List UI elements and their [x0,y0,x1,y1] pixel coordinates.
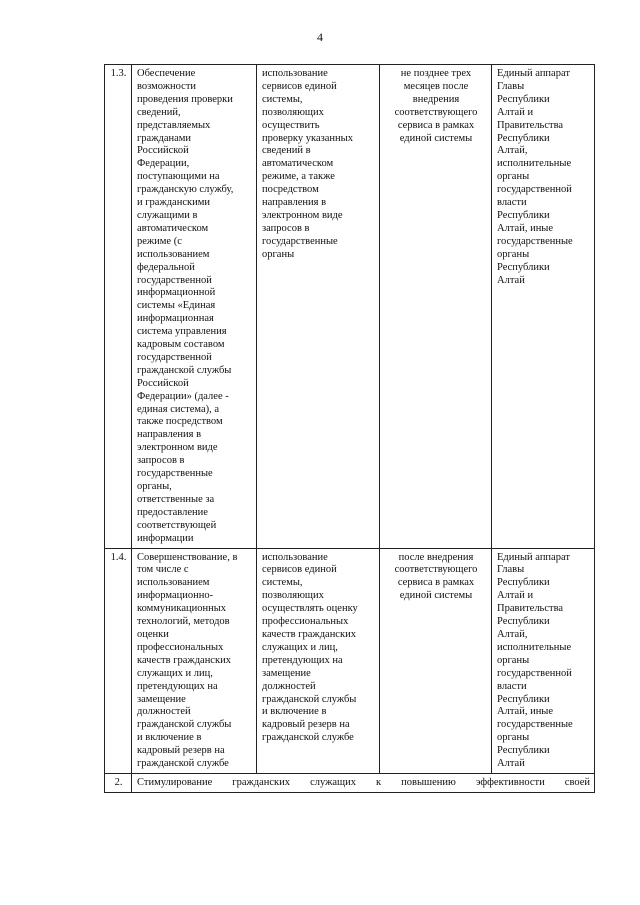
table-row [105,65,595,549]
row-number: 1.3. [105,65,132,549]
responsible-cell: Единый аппарат Главы Республики Алтай и Правительства Республики Алтай, исполнительные органы государственной власти Республики Алтай, иные государственные органы Республики Алтай [492,548,595,773]
table-row [105,548,595,773]
page-number: 4 [317,30,323,44]
deadline-cell: после внедрения соответствующего сервиса в рамках единой системы [380,548,492,773]
row-number: 1.4. [105,548,132,773]
plan-table [104,64,595,793]
deadline-cell: не позднее трех месяцев после внедрения соответствующего сервиса в рамках единой системы [380,65,492,549]
section-row [105,773,595,792]
result-cell: использование сервисов единой системы, позволяющих осуществить проверку указанных сведений в автоматическом режиме, а также посредством направления в электронном виде запросов в государственные органы [257,65,380,549]
section-title: Стимулирование гражданских служащих к повышению эффективности своей [132,773,595,792]
task-cell: Обеспечение возможности проведения проверки сведений, представляемых гражданами Российской Федерации, поступающими на гражданскую службу, и гражданскими служащими в автоматическом режиме (с использованием федеральной государственной информационной системы «Единая информационная система управления кадровым составом государственной гражданской службы Российской Федерации» (далее - единая система), а также посредством направления в электронном виде запросов в государственные органы, ответственные за предоставление соответствующей информации [132,65,257,549]
result-cell: использование сервисов единой системы, позволяющих осуществлять оценку профессиональных качеств гражданских служащих и лиц, претендующих на замещение должностей гражданской службы и включение в кадровый резерв на гражданской службе [257,548,380,773]
section-number: 2. [105,773,132,792]
responsible-cell: Единый аппарат Главы Республики Алтай и Правительства Республики Алтай, исполнительные органы государственной власти Республики Алтай, иные государственные органы Республики Алтай [492,65,595,549]
task-cell: Совершенствование, в том числе с использованием информационно- коммуникационных технологий, методов оценки профессиональных качеств гражданских служащих и лиц, претендующих на замещение должностей гражданской службы и включение в кадровый резерв на гражданской службе [132,548,257,773]
